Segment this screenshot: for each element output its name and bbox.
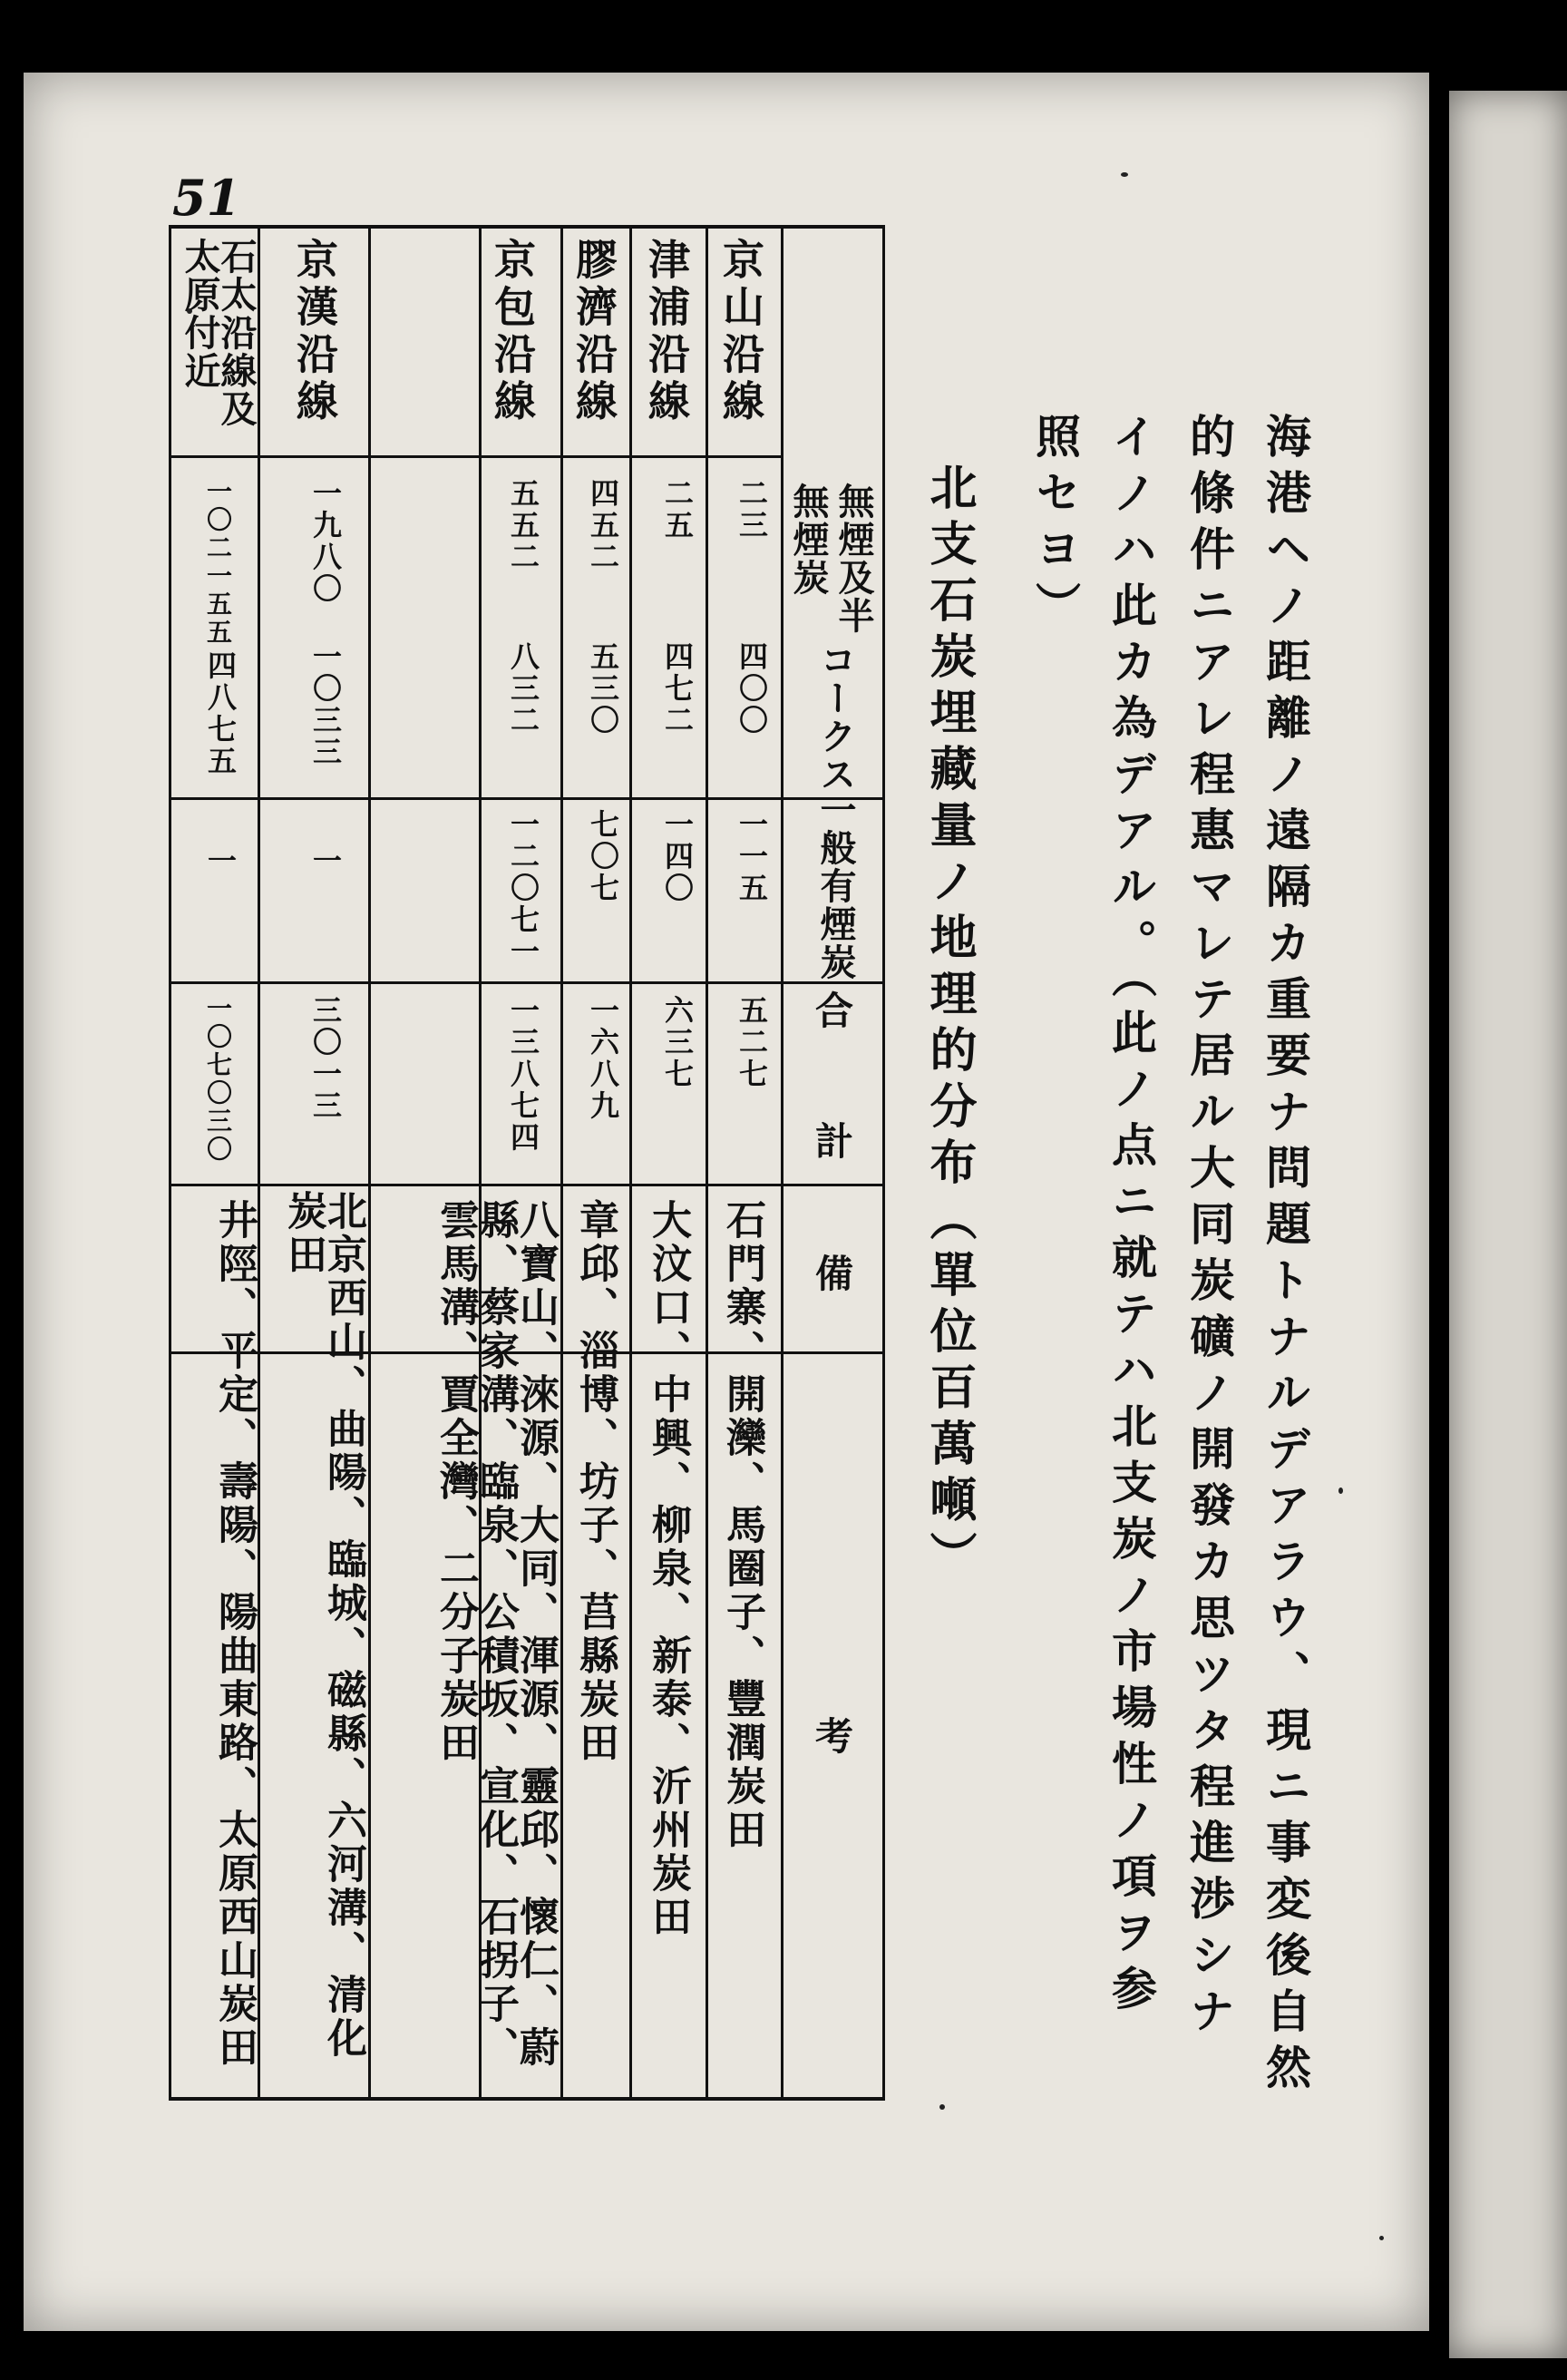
row-remarks: 八寶山、淶源、大同、渾源、靈邱、懷仁、蔚縣、蔡家溝、臨泉、公積坂、宣化、石拐子、雲馬溝、賈全灣、二分子炭田 bbox=[433, 1199, 559, 2070]
body-text-line-2: 的條件ニアレ程惠マレテ居ル大同炭礦ノ開發カ思ツタ程進渉シナ bbox=[1183, 413, 1236, 2043]
coal-reserve-table bbox=[169, 225, 885, 2101]
row-divider bbox=[169, 455, 781, 458]
row-remarks: 大汶口、中興、柳泉、新泰、沂州炭田 bbox=[645, 1199, 691, 1939]
row-remarks: 石門寨、開灤、馬圈子、豐潤炭田 bbox=[719, 1199, 765, 1852]
col-divider bbox=[781, 229, 784, 2097]
table-title: 北支石炭埋藏量ノ地理的分布（單位百萬噸） bbox=[921, 463, 977, 1587]
speck bbox=[1379, 2236, 1384, 2240]
speck bbox=[939, 2104, 945, 2110]
row-line-name: 京包沿線 bbox=[488, 238, 537, 426]
adjacent-page-edge bbox=[1449, 91, 1567, 2358]
row-general: 一二〇七一 bbox=[506, 809, 540, 968]
row-remarks: 井陘、平定、壽陽、陽曲東路、太原西山炭田 bbox=[211, 1199, 258, 2070]
row-total: 一〇七〇三〇 bbox=[203, 995, 233, 1164]
row-general: 一四〇 bbox=[660, 809, 695, 904]
row-coking: 四七二 bbox=[660, 641, 695, 736]
col-divider bbox=[560, 229, 563, 2097]
row-anthracite: 四五二 bbox=[586, 478, 620, 573]
col-divider bbox=[368, 229, 371, 2097]
row-total: 一三八七四 bbox=[506, 995, 540, 1154]
row-divider bbox=[169, 1184, 885, 1186]
row-anthracite: 二五 bbox=[660, 478, 695, 541]
header-anthracite-2: 無煙炭 bbox=[787, 483, 830, 597]
row-anthracite: 五五二 bbox=[506, 478, 540, 573]
row-coking: 一〇三三 bbox=[308, 641, 343, 768]
row-total: 六三七 bbox=[660, 995, 695, 1090]
page-number: 51 bbox=[172, 169, 241, 227]
row-remarks: 章邱、淄博、坊子、莒縣炭田 bbox=[572, 1199, 618, 1765]
row-line-name: 津浦沿線 bbox=[642, 238, 691, 426]
row-coking: 八三二 bbox=[506, 641, 540, 736]
row-line-name: 石太沿線及太原付近 bbox=[179, 238, 258, 428]
row-divider bbox=[169, 797, 885, 800]
row-line-name: 膠濟沿線 bbox=[569, 238, 618, 426]
row-general: 一一五 bbox=[735, 809, 769, 904]
row-remarks: 北京西山、曲陽、臨城、磁縣、六河溝、清化炭田 bbox=[280, 1190, 366, 2061]
col-divider bbox=[706, 229, 708, 2097]
body-text-line-4: 照セヨ） bbox=[1028, 413, 1082, 638]
row-anthracite: 一〇二一五五 bbox=[203, 478, 233, 647]
row-coking: 四〇〇 bbox=[735, 641, 769, 736]
row-anthracite: 二三 bbox=[735, 478, 769, 541]
speck bbox=[1338, 1488, 1343, 1494]
header-general: 一般有煙炭 bbox=[814, 791, 857, 981]
row-line-name: 京山沿線 bbox=[716, 238, 765, 426]
header-coking: コークス bbox=[814, 641, 857, 794]
body-text-line-3: イノハ此カ為デアル。（此ノ点ニ就テハ北支炭ノ市場性ノ項ヲ参 bbox=[1105, 413, 1158, 2021]
row-total: 一六八九 bbox=[586, 995, 620, 1122]
row-general: 一 bbox=[308, 845, 343, 877]
row-anthracite: 一九八〇 bbox=[308, 478, 343, 605]
row-coking: 四八七五 bbox=[203, 650, 238, 777]
row-coking: 五三〇 bbox=[586, 641, 620, 736]
header-total: 合 計 bbox=[810, 990, 854, 1165]
table-border-left bbox=[169, 229, 171, 2097]
col-divider bbox=[258, 229, 260, 2097]
header-anthracite-1: 無煙及半 bbox=[832, 483, 875, 635]
row-general: 七〇七 bbox=[586, 809, 620, 904]
speck bbox=[1121, 172, 1128, 177]
row-total: 三〇一三 bbox=[308, 995, 343, 1122]
row-divider bbox=[169, 981, 885, 984]
col-divider bbox=[629, 229, 632, 2097]
header-remarks: 備 考 bbox=[810, 1253, 854, 1809]
row-total: 五二七 bbox=[735, 995, 769, 1090]
row-line-name: 京漢沿線 bbox=[290, 238, 339, 426]
body-text-line-1: 海港ヘノ距離ノ遠隔カ重要ナ問題トナルデアラウ、現ニ事変後自然 bbox=[1259, 413, 1312, 2100]
row-general: 一 bbox=[203, 845, 238, 877]
table-border-right bbox=[882, 229, 885, 2097]
